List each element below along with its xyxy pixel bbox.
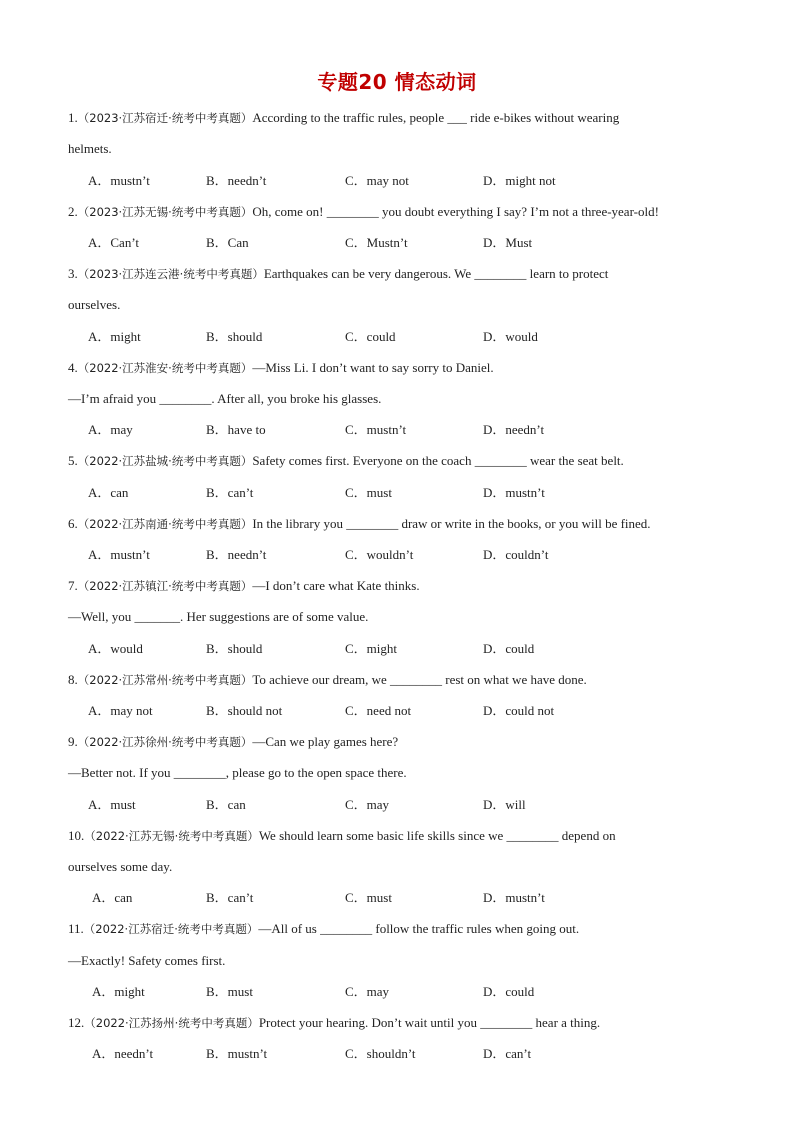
question-number: 3. [68, 266, 78, 281]
question-stem-continued: ourselves some day. [68, 859, 173, 874]
answer-option-b: B．should [206, 329, 263, 344]
question-stem [68, 204, 659, 220]
answer-option-c: C．may not [345, 173, 409, 188]
answer-option-c: C．could [345, 329, 396, 344]
answer-option-d: D．couldn’t [483, 547, 549, 562]
answer-option-b: B．can’t [206, 485, 254, 500]
question-source: （2022·江苏盐城·统考中考真题） [77, 454, 253, 468]
answer-option-b: B．Can [206, 235, 249, 250]
question-text: Protect your hearing. Don’t wait until you ________ hear a thing. [258, 1015, 601, 1030]
answer-option-c: C．must [345, 890, 392, 905]
answer-option-c: C．need not [345, 703, 412, 718]
answer-option-d: D．can’t [483, 1046, 532, 1061]
question-text: —I don’t care what Kate thinks. [252, 578, 420, 593]
answer-option-b: B．needn’t [206, 547, 267, 562]
answer-option-a: A．needn’t [92, 1046, 154, 1061]
answer-option-a: A．might [88, 329, 141, 344]
question-source: （2023·江苏无锡·统考中考真题） [77, 205, 253, 219]
question-text: Oh, come on! ________ you doubt everything I say? I’m not a three-year-old! [252, 204, 659, 219]
question-stem [68, 578, 420, 594]
question-stem [68, 110, 619, 126]
answer-option-d: D．will [483, 797, 526, 812]
answer-option-a: A．can [92, 890, 133, 905]
question-number: 12. [68, 1015, 85, 1030]
page-title: 专题20 情态动词 [317, 70, 477, 94]
answer-option-d: D．would [483, 329, 538, 344]
answer-option-a: A．mustn’t [88, 173, 150, 188]
question-text: —All of us ________ follow the traffic rules when going out. [258, 921, 580, 936]
answer-option-b: B．mustn’t [206, 1046, 268, 1061]
answer-option-d: D．mustn’t [483, 890, 545, 905]
answer-option-b: B．needn’t [206, 173, 267, 188]
question-number: 9. [68, 734, 78, 749]
question-number: 5. [68, 453, 78, 468]
answer-option-b: B．have to [206, 422, 266, 437]
answer-option-d: D．Must [483, 235, 533, 250]
answer-option-c: C．wouldn’t [345, 547, 414, 562]
answer-option-c: C．might [345, 641, 398, 656]
question-stem-continued: —I’m afraid you ________. After all, you broke his glasses. [68, 391, 382, 406]
answer-option-b: B．must [206, 984, 253, 999]
question-stem [68, 266, 608, 282]
question-source: （2022·江苏宿迁·统考中考真题） [83, 922, 259, 936]
question-stem [68, 453, 624, 469]
question-text: To achieve our dream, we ________ rest on what we have done. [252, 672, 587, 687]
answer-option-b: B．can [206, 797, 246, 812]
question-source: （2022·江苏南通·统考中考真题） [77, 517, 253, 531]
question-number: 10. [68, 828, 85, 843]
question-source: （2022·江苏镇江·统考中考真题） [77, 579, 253, 593]
answer-option-a: A．may [88, 422, 133, 437]
question-text: —Can we play games here? [252, 734, 399, 749]
question-stem [68, 360, 494, 376]
answer-option-c: C．mustn’t [345, 422, 407, 437]
question-number: 7. [68, 578, 78, 593]
question-number: 2. [68, 204, 78, 219]
question-number: 4. [68, 360, 78, 375]
question-number: 11. [68, 921, 84, 936]
question-text: In the library you ________ draw or write in the books, or you will be fined. [252, 516, 651, 531]
answer-option-d: D．mustn’t [483, 485, 545, 500]
question-text: According to the traffic rules, people ___ ride e-bikes without wearing [252, 110, 620, 125]
question-source: （2023·江苏连云港·统考中考真题） [77, 267, 264, 281]
answer-option-c: C．may [345, 797, 390, 812]
answer-option-c: C．Mustn’t [345, 235, 408, 250]
answer-option-c: C．must [345, 485, 392, 500]
question-text: —Miss Li. I don’t want to say sorry to Daniel. [252, 360, 494, 375]
answer-option-b: B．can’t [206, 890, 254, 905]
question-number: 6. [68, 516, 78, 531]
question-source: （2022·江苏扬州·统考中考真题） [84, 1016, 259, 1030]
question-stem-continued: helmets. [68, 141, 112, 156]
question-stem-continued: —Exactly! Safety comes first. [68, 953, 226, 968]
answer-option-a: A．may not [88, 703, 153, 718]
question-text: Safety comes first. Everyone on the coach ________ wear the seat belt. [252, 453, 624, 468]
answer-option-d: D．could [483, 641, 535, 656]
question-source: （2022·江苏无锡·统考中考真题） [84, 829, 259, 843]
question-stem [68, 828, 616, 844]
answer-option-a: A．might [92, 984, 145, 999]
question-source: （2022·江苏淮安·统考中考真题） [77, 361, 253, 375]
question-text: We should learn some basic life skills since we ________ depend on [258, 828, 616, 843]
answer-option-a: A．Can’t [88, 235, 140, 250]
question-number: 1. [68, 110, 78, 125]
answer-option-a: A．can [88, 485, 129, 500]
question-number: 8. [68, 672, 78, 687]
question-stem [68, 672, 587, 688]
answer-option-a: A．must [88, 797, 136, 812]
question-source: （2022·江苏常州·统考中考真题） [77, 673, 253, 687]
question-stem [68, 516, 651, 532]
answer-option-a: A．mustn’t [88, 547, 150, 562]
question-source: （2022·江苏徐州·统考中考真题） [77, 735, 253, 749]
question-source: （2023·江苏宿迁·统考中考真题） [77, 111, 253, 125]
question-stem [68, 1015, 600, 1031]
answer-option-b: B．should not [206, 703, 283, 718]
answer-option-d: D．might not [483, 173, 556, 188]
question-text: Earthquakes can be very dangerous. We ________ learn to protect [263, 266, 609, 281]
answer-option-a: A．would [88, 641, 143, 656]
answer-option-b: B．should [206, 641, 263, 656]
answer-option-d: D．could not [483, 703, 555, 718]
answer-option-d: D．could [483, 984, 535, 999]
question-stem [68, 921, 579, 937]
question-stem-continued: —Well, you _______. Her suggestions are of some value. [68, 609, 369, 624]
answer-option-d: D．needn’t [483, 422, 545, 437]
question-stem-continued: ourselves. [68, 297, 121, 312]
answer-option-c: C．may [345, 984, 390, 999]
answer-option-c: C．shouldn’t [345, 1046, 416, 1061]
question-stem-continued: —Better not. If you ________, please go to the open space there. [68, 765, 407, 780]
question-stem [68, 734, 398, 750]
